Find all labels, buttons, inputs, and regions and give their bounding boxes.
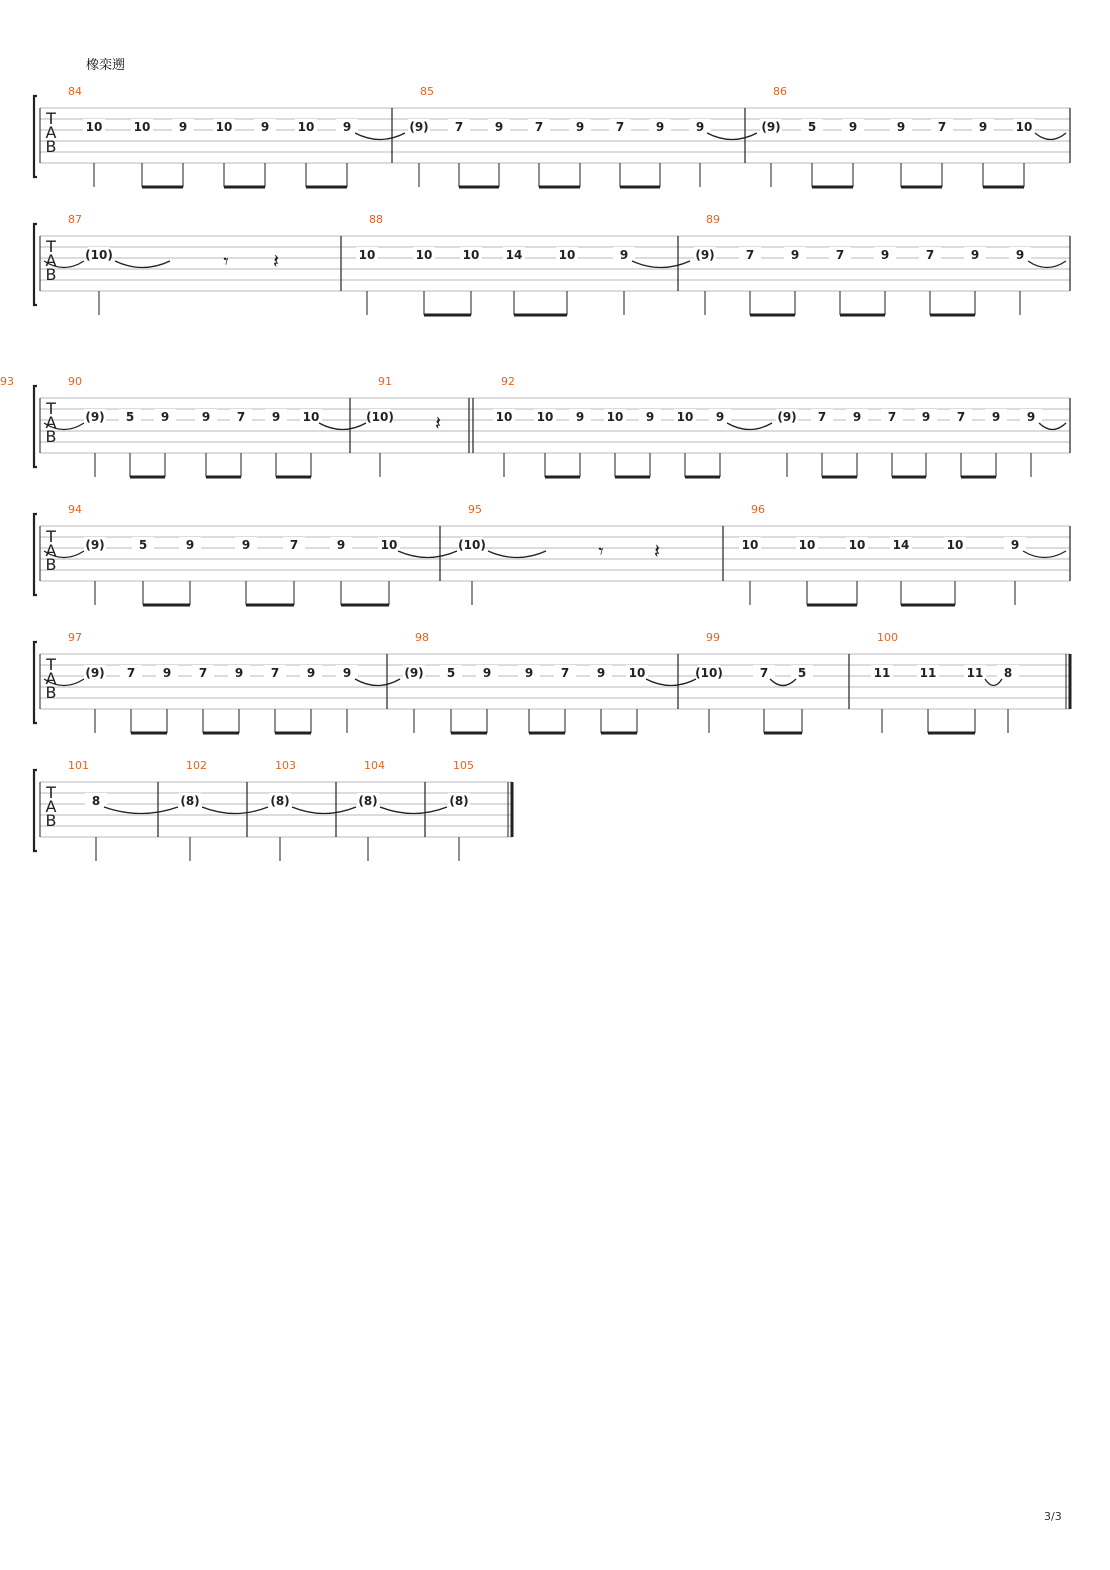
fret-number: 7 (560, 666, 570, 680)
fret-number: 10 (606, 410, 624, 424)
system-bracket (34, 96, 37, 177)
fret-number: 5 (138, 538, 148, 552)
system-bracket (34, 386, 37, 467)
tie (355, 679, 400, 686)
fret-number: 9 (645, 410, 655, 424)
staff-system (34, 85, 1070, 187)
fret-number: 7 (454, 120, 464, 134)
fret-number: 7 (759, 666, 769, 680)
tab-label-letter: A (45, 413, 57, 432)
fret-number: 10 (558, 248, 576, 262)
track-name: 橡栾遡 (86, 58, 126, 73)
fret-number: (9) (404, 666, 424, 680)
fret-number: 7 (817, 410, 827, 424)
fret-number: 9 (271, 410, 281, 424)
fret-number: 9 (575, 120, 585, 134)
fret-number: 9 (715, 410, 725, 424)
fret-number: 14 (505, 248, 523, 262)
measure-number: 99 (706, 631, 720, 644)
tie (770, 679, 796, 686)
fret-number: 9 (978, 120, 988, 134)
tab-label-letter: T (46, 783, 56, 802)
fret-number: 9 (896, 120, 906, 134)
measure-number: 87 (68, 213, 82, 226)
measure-number: 92 (501, 375, 515, 388)
fret-number: 9 (1010, 538, 1020, 552)
eighth-rest: 𝄾 (598, 539, 604, 563)
fret-number: (9) (85, 410, 105, 424)
fret-number: (9) (85, 666, 105, 680)
fret-number: 7 (198, 666, 208, 680)
fret-number: 10 (133, 120, 151, 134)
fret-number: 11 (919, 666, 937, 680)
tie (1023, 551, 1066, 558)
tab-label-letter: B (45, 427, 57, 446)
fret-number: 5 (125, 410, 135, 424)
fret-number: 9 (336, 538, 346, 552)
eighth-rest: 𝄾 (223, 249, 229, 273)
tab-label-letter: B (45, 265, 57, 284)
fret-number: 7 (745, 248, 755, 262)
tab-label-letter: B (45, 683, 57, 702)
staff-system (34, 759, 512, 861)
fret-number: 9 (160, 410, 170, 424)
fret-number: 7 (925, 248, 935, 262)
fret-number: (9) (761, 120, 781, 134)
fret-number: 10 (297, 120, 315, 134)
measure-number: 102 (186, 759, 207, 772)
fret-number: 5 (797, 666, 807, 680)
tie (488, 551, 546, 558)
fret-number: 9 (342, 120, 352, 134)
measure-number: 105 (453, 759, 474, 772)
fret-number: 9 (494, 120, 504, 134)
fret-number: (10) (366, 410, 394, 424)
fret-number: 7 (835, 248, 845, 262)
staff-system (0, 375, 1070, 477)
measure-number: 98 (415, 631, 429, 644)
measure-number: 100 (877, 631, 898, 644)
tie (632, 261, 690, 268)
fret-number: 9 (201, 410, 211, 424)
measure-number: 91 (378, 375, 392, 388)
fret-number: 10 (676, 410, 694, 424)
tie (707, 133, 757, 140)
tie (727, 423, 772, 430)
fret-number: (10) (85, 248, 113, 262)
fret-number: 9 (880, 248, 890, 262)
fret-number: 9 (306, 666, 316, 680)
quarter-rest: 𝄽 (434, 411, 442, 435)
tab-label-letter: A (45, 669, 57, 688)
measure-number: 86 (773, 85, 787, 98)
tab-label-letter: T (46, 527, 56, 546)
quarter-rest: 𝄽 (653, 539, 661, 563)
tab-label-letter: A (45, 541, 57, 560)
fret-number: 11 (966, 666, 984, 680)
fret-number: 7 (956, 410, 966, 424)
fret-number: 9 (852, 410, 862, 424)
fret-number: 10 (380, 538, 398, 552)
fret-number: 7 (887, 410, 897, 424)
tie (292, 807, 356, 814)
fret-number: (8) (180, 794, 200, 808)
fret-number: 9 (342, 666, 352, 680)
fret-number: 7 (937, 120, 947, 134)
fret-number: 7 (534, 120, 544, 134)
fret-number: 9 (848, 120, 858, 134)
fret-number: 9 (991, 410, 1001, 424)
fret-number: 10 (85, 120, 103, 134)
fret-number: 10 (415, 248, 433, 262)
system-bracket (34, 224, 37, 305)
tab-label-letter: T (46, 109, 56, 128)
measure-number: 101 (68, 759, 89, 772)
fret-number: 9 (162, 666, 172, 680)
tie (115, 261, 170, 268)
tie (1039, 423, 1066, 430)
tab-label-letter: B (45, 811, 57, 830)
fret-number: 5 (807, 120, 817, 134)
fret-number: 5 (446, 666, 456, 680)
staff-system (34, 503, 1070, 605)
system-bracket (34, 770, 37, 851)
fret-number: 10 (462, 248, 480, 262)
fret-number: 9 (596, 666, 606, 680)
fret-number: 10 (628, 666, 646, 680)
fret-number: 10 (798, 538, 816, 552)
fret-number: 9 (524, 666, 534, 680)
quarter-rest: 𝄽 (272, 249, 280, 273)
fret-number: 8 (1003, 666, 1013, 680)
fret-number: 7 (615, 120, 625, 134)
fret-number: 14 (892, 538, 910, 552)
fret-number: 9 (619, 248, 629, 262)
fret-number: (10) (695, 666, 723, 680)
fret-number: (9) (777, 410, 797, 424)
fret-number: (9) (409, 120, 429, 134)
measure-number: 85 (420, 85, 434, 98)
tie (646, 679, 696, 686)
fret-number: 9 (1026, 410, 1036, 424)
staff-system (34, 631, 1070, 733)
system-bracket (34, 514, 37, 595)
fret-number: 9 (241, 538, 251, 552)
measure-number: 94 (68, 503, 82, 516)
fret-number: 10 (741, 538, 759, 552)
fret-number: (10) (458, 538, 486, 552)
system-bracket (34, 642, 37, 723)
fret-number: 10 (946, 538, 964, 552)
fret-number: 9 (178, 120, 188, 134)
fret-number: 7 (126, 666, 136, 680)
measure-number: 88 (369, 213, 383, 226)
tie (355, 133, 405, 140)
fret-number: 9 (482, 666, 492, 680)
tie (1035, 133, 1066, 140)
fret-number: 9 (1015, 248, 1025, 262)
page-number: 3/3 (1044, 1510, 1062, 1523)
fret-number: 9 (260, 120, 270, 134)
tab-label-letter: T (46, 655, 56, 674)
measure-number: 84 (68, 85, 82, 98)
fret-number: (8) (270, 794, 290, 808)
staff-system (34, 213, 1070, 315)
fret-number: 10 (1015, 120, 1033, 134)
tie (398, 551, 457, 558)
fret-number: 10 (302, 410, 320, 424)
tab-label-letter: A (45, 123, 57, 142)
fret-number: 9 (575, 410, 585, 424)
tab-label-letter: T (46, 237, 56, 256)
tie (380, 807, 447, 814)
measure-number: 90 (68, 375, 82, 388)
fret-number: 9 (234, 666, 244, 680)
fret-number: (9) (695, 248, 715, 262)
measure-number: 97 (68, 631, 82, 644)
fret-number: 9 (970, 248, 980, 262)
measure-number: 96 (751, 503, 765, 516)
measure-number: 95 (468, 503, 482, 516)
tie (202, 807, 268, 814)
fret-number: 10 (495, 410, 513, 424)
tab-label-letter: B (45, 137, 57, 156)
fret-number: 7 (270, 666, 280, 680)
fret-number: (9) (85, 538, 105, 552)
tie (319, 423, 366, 430)
fret-number: 10 (848, 538, 866, 552)
tie (1028, 261, 1066, 268)
fret-number: 9 (921, 410, 931, 424)
fret-number: 7 (236, 410, 246, 424)
tie (985, 679, 1002, 686)
fret-number: 7 (289, 538, 299, 552)
tab-label-letter: B (45, 555, 57, 574)
fret-number: (8) (358, 794, 378, 808)
fret-number: 9 (185, 538, 195, 552)
fret-number: 9 (790, 248, 800, 262)
fret-number: 10 (358, 248, 376, 262)
measure-number: 89 (706, 213, 720, 226)
tab-label-letter: T (46, 399, 56, 418)
fret-number: (8) (449, 794, 469, 808)
tie (104, 807, 178, 814)
fret-number: 10 (536, 410, 554, 424)
fret-number: 9 (695, 120, 705, 134)
measure-number: 93 (0, 375, 14, 388)
fret-number: 11 (873, 666, 891, 680)
tab-label-letter: A (45, 251, 57, 270)
fret-number: 8 (91, 794, 101, 808)
measure-number: 103 (275, 759, 296, 772)
fret-number: 9 (655, 120, 665, 134)
tab-label-letter: A (45, 797, 57, 816)
measure-number: 104 (364, 759, 385, 772)
fret-number: 10 (215, 120, 233, 134)
